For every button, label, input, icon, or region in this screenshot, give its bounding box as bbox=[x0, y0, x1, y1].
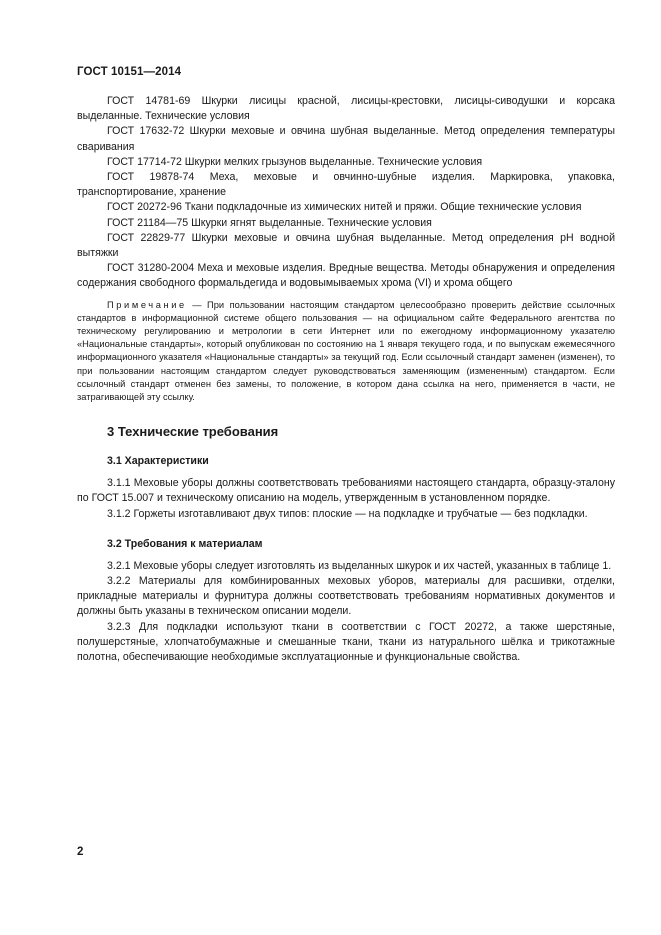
reference-item: ГОСТ 17632-72 Шкурки меховые и овчина шубная выделанные. Метод определения температуры сваривания bbox=[77, 125, 615, 153]
reference-item: ГОСТ 21184—75 Шкурки ягнят выделанные. Технические условия bbox=[107, 216, 432, 229]
paragraph-3-2-1: 3.2.1 Меховые уборы следует изготовлять из выделанных шкурок и их частей, указанных в таблице 1. bbox=[107, 559, 612, 572]
subsection-title-characteristics: 3.1 Характеристики bbox=[107, 455, 209, 468]
paragraph-3-1-1: 3.1.1 Меховые уборы должны соответствовать требованиями настоящего стандарта, образцу-эталону по ГОСТ 15.007 и техническому описанию на модель, утвержденным в установленном порядке. bbox=[77, 477, 615, 505]
page-number: 2 bbox=[77, 846, 84, 858]
reference-item: ГОСТ 17714-72 Шкурки мелких грызунов выделанные. Технические условия bbox=[107, 155, 483, 168]
reference-item: ГОСТ 14781-69 Шкурки лисицы красной, лисицы-крестовки, лисицы-сиводушки и корсака выделанные. Технические условия bbox=[77, 95, 615, 123]
section-title: 3 Технические требования bbox=[107, 424, 279, 440]
reference-item: ГОСТ 20272-96 Ткани подкладочные из химических нитей и пряжи. Общие технические условия bbox=[107, 201, 582, 214]
reference-item: ГОСТ 19878-74 Меха, меховые и овчинно-шубные изделия. Маркировка, упаковка, транспортирование, хранение bbox=[77, 171, 615, 199]
page-content bbox=[77, 94, 615, 665]
paragraph-3-2-2: 3.2.2 Материалы для комбинированных меховых уборов, материалы для расшивки, отделки, прикладные материалы и фурнитура должны соответствовать требованиям нормативных документов и должны быть указаны в техническом описании модели. bbox=[77, 575, 615, 618]
note-label: Примечание bbox=[107, 299, 187, 310]
subsection-title-materials: 3.2 Требования к материалам bbox=[107, 537, 263, 550]
note-text: — При пользовании настоящим стандартом целесообразно проверить действие ссылочных стандартов в информационной системе общего пользования — на официальном сайте Федерального агентства по техническому регулированию и метрологии в сети Интернет или по ежегодному информационному указателю «Национальные стандарты», который опубликован по состоянию на 1 января текущего года, и по выпускам ежемесячного информационного указателя «Национальные стандарты» за текущий год. Если ссылочный стандарт заменен (изменен), то при пользовании настоящим стандартом следует руководствоваться заменяющим (измененным) стандартом. Если ссылочный стандарт отменен без замены, то положение, в котором дана ссылка на него, применяется в части, не затрагивающей эту ссылку. bbox=[77, 299, 615, 403]
normative-references-list bbox=[77, 94, 615, 292]
paragraph-3-2-3: 3.2.3 Для подкладки используют ткани в соответствии с ГОСТ 20272, а также шерстяные, полушерстяные, хлопчатобумажные и смешанные ткани, ткани из натурального шёлка и трикотажные полотна, обеспечивающие необходимые эксплуатационные и функциональные свойства. bbox=[77, 620, 615, 664]
reference-item: ГОСТ 22829-77 Шкурки меховые и овчина шубная выделанные. Метод определения pH водной вытяжки bbox=[77, 231, 615, 260]
reference-item: ГОСТ 31280-2004 Меха и меховые изделия. Вредные вещества. Методы обнаружения и определения содержания свободного формальдегида и водовымываемых хрома (VI) и хрома общего bbox=[77, 262, 615, 290]
paragraph-3-1-2: 3.1.2 Горжеты изготавливают двух типов: плоские — на подкладке и трубчатые — без подкладки. bbox=[107, 507, 588, 520]
document-header: ГОСТ 10151—2014 bbox=[77, 66, 182, 78]
note-paragraph bbox=[77, 299, 615, 405]
